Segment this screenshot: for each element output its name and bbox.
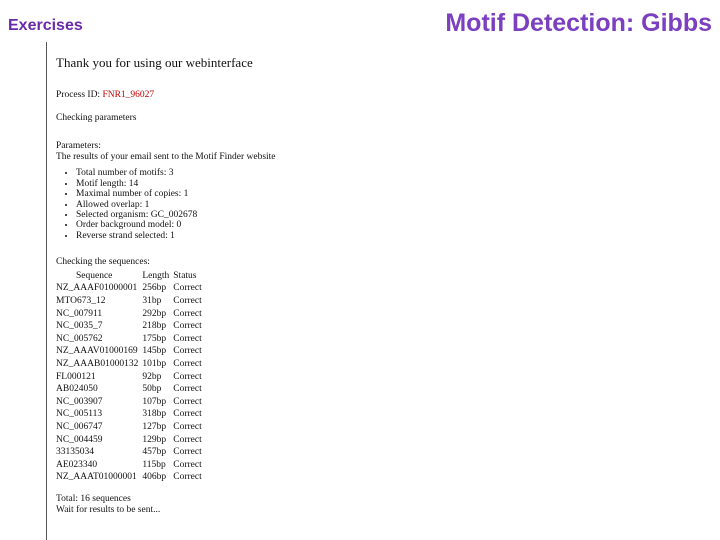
- length-cell: 129bp: [142, 434, 167, 445]
- status-cell: Correct: [173, 333, 202, 344]
- status-cell: Correct: [173, 346, 202, 357]
- process-id-label: Process ID:: [56, 90, 101, 100]
- sequence-cell: NC_005113: [56, 409, 103, 420]
- list-item: • Total number of motifs: 3: [76, 168, 656, 178]
- webpage-screenshot: [56, 56, 656, 515]
- sequence-cell: NC_0035_7: [56, 321, 103, 332]
- table-row: [56, 345, 206, 358]
- sequence-cell: NZ_AAAF01000001: [56, 283, 138, 294]
- status-cell: Correct: [173, 384, 202, 395]
- table-row: [56, 408, 206, 421]
- column-header-status: Status: [173, 270, 197, 281]
- sequence-cell: NC_004459: [56, 434, 103, 445]
- sequence-cell: MTO673_12: [56, 296, 106, 306]
- length-cell: 145bp: [142, 346, 167, 357]
- status-cell: Correct: [173, 447, 202, 458]
- checking-sequences-text: Checking the sequences:: [56, 257, 150, 268]
- table-row: [56, 282, 206, 295]
- sequence-cell: NC_005762: [56, 333, 103, 344]
- sequence-cell: NZ_AAAV01000169: [56, 346, 138, 357]
- table-row: [56, 471, 206, 484]
- sequence-cell: NC_003907: [56, 396, 103, 407]
- length-cell: 50bp: [142, 384, 162, 395]
- status-cell: Correct: [173, 296, 202, 306]
- slide-title: Motif Detection: Gibbs: [445, 9, 712, 37]
- list-item: • Allowed overlap: 1: [76, 200, 656, 210]
- status-cell: Correct: [173, 459, 202, 470]
- sequence-cell: 33135034: [56, 447, 94, 458]
- list-item: • Maximal number of copies: 1: [76, 189, 656, 199]
- status-cell: Correct: [173, 472, 202, 483]
- length-cell: 406bp: [142, 472, 167, 483]
- length-cell: 218bp: [142, 321, 167, 332]
- slide-section-title: Exercises: [8, 17, 83, 34]
- table-row: [56, 383, 206, 396]
- column-header-length: Length: [142, 270, 170, 281]
- sequence-cell: AB024050: [56, 384, 98, 395]
- sequence-cell: NZ_AAAB01000132: [56, 358, 139, 369]
- divider-line: [46, 42, 47, 540]
- table-header-row: [56, 270, 206, 283]
- list-item: • Selected organism: GC_002678: [76, 210, 656, 220]
- status-cell: Correct: [173, 358, 202, 369]
- length-cell: 318bp: [142, 409, 167, 420]
- process-id-line: [56, 90, 656, 101]
- table-row: [56, 446, 206, 459]
- length-cell: 127bp: [142, 421, 167, 432]
- status-cell: Correct: [173, 308, 202, 319]
- status-cell: Correct: [173, 396, 202, 407]
- status-cell: Correct: [173, 409, 202, 420]
- table-row: [56, 333, 206, 346]
- length-cell: 115bp: [142, 459, 166, 470]
- column-header-sequence: Sequence: [76, 270, 113, 281]
- list-item: • Reverse strand selected: 1: [76, 231, 656, 241]
- sequence-cell: FL000121: [56, 371, 96, 382]
- parameters-description: The results of your email sent to the Motif Finder website: [56, 151, 276, 162]
- sequences-table: [56, 270, 206, 484]
- table-row: [56, 434, 206, 447]
- total-sequences-text: Total: 16 sequences: [56, 493, 131, 504]
- length-cell: 31bp: [142, 296, 162, 306]
- page-heading: Thank you for using our webinterface: [56, 55, 253, 70]
- table-row: [56, 358, 206, 371]
- table-row: [56, 421, 206, 434]
- length-cell: 457bp: [142, 447, 167, 458]
- table-row: [56, 459, 206, 472]
- table-row: [56, 295, 206, 308]
- checking-parameters-text: Checking parameters: [56, 112, 137, 123]
- list-item: • Order background model: 0: [76, 220, 656, 230]
- sequence-cell: NC_006747: [56, 421, 103, 432]
- table-row: [56, 371, 206, 384]
- length-cell: 292bp: [142, 308, 167, 319]
- list-item: • Motif length: 14: [76, 179, 656, 189]
- length-cell: 101bp: [142, 358, 167, 369]
- status-cell: Correct: [173, 434, 202, 445]
- length-cell: 92bp: [142, 371, 162, 382]
- status-cell: Correct: [173, 371, 202, 382]
- table-row: [56, 320, 206, 333]
- wait-results-text: Wait for results to be sent...: [56, 504, 161, 515]
- length-cell: 175bp: [142, 333, 167, 344]
- status-cell: Correct: [173, 283, 202, 294]
- sequence-cell: NZ_AAAT01000001: [56, 472, 137, 483]
- table-row: [56, 396, 206, 409]
- table-row: [56, 308, 206, 321]
- process-id-value: FNR1_96027: [102, 90, 155, 100]
- status-cell: Correct: [173, 321, 202, 332]
- status-cell: Correct: [173, 421, 202, 432]
- sequence-cell: NC_007911: [56, 308, 103, 319]
- sequence-cell: AE023340: [56, 459, 98, 470]
- parameters-list: [56, 168, 656, 241]
- parameters-title: Parameters:: [56, 141, 101, 152]
- length-cell: 107bp: [142, 396, 167, 407]
- length-cell: 256bp: [142, 283, 167, 294]
